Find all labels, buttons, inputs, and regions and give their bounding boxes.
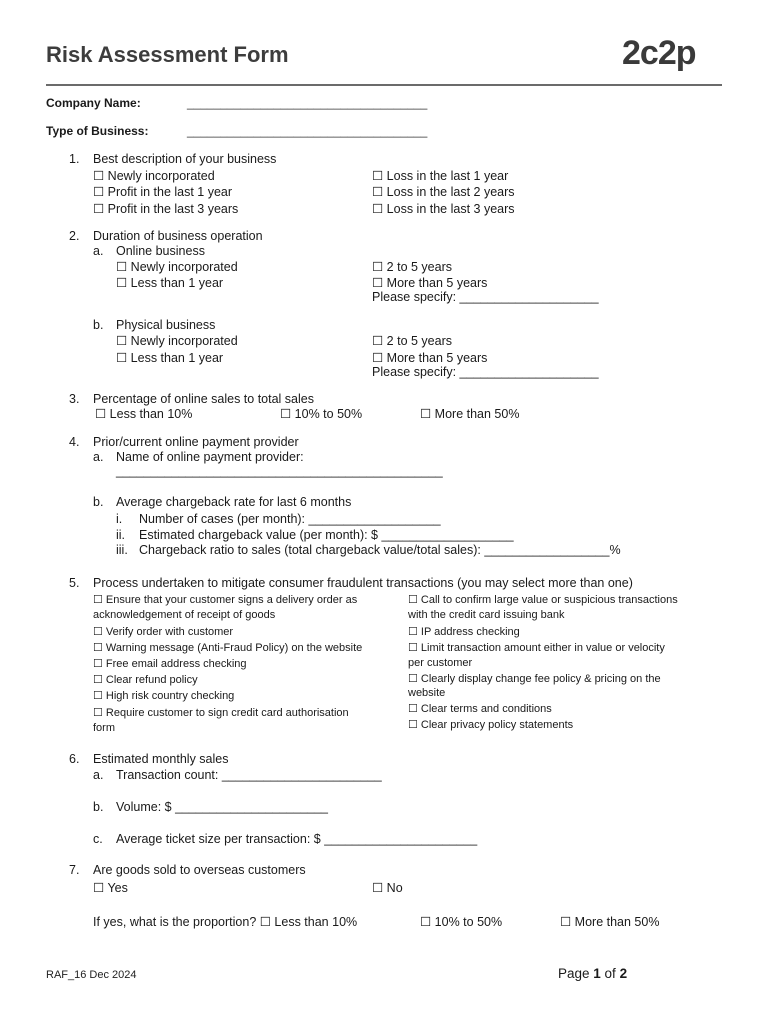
q5-option[interactable]: ☐ Clear privacy policy statements — [408, 719, 574, 731]
q2a-option[interactable]: ☐ 2 to 5 years — [372, 260, 452, 274]
page-of: of — [600, 966, 620, 981]
q5-option-continued: form — [93, 722, 115, 734]
q2-number: 2. — [69, 229, 80, 243]
q7-proportion-option[interactable]: If yes, what is the proportion? ☐ Less than 10% — [93, 915, 358, 929]
q4b-item-field[interactable]: Chargeback ratio to sales (total chargeback value/total sales): __________________% — [139, 543, 621, 557]
q7-proportion-option[interactable]: ☐ 10% to 50% — [420, 915, 503, 929]
q1-number: 1. — [69, 152, 80, 166]
q4-question: Prior/current online payment provider — [93, 435, 299, 449]
q4a-label: a. — [93, 450, 104, 464]
q6-number: 6. — [69, 752, 80, 766]
q5-option[interactable]: ☐ Verify order with customer — [93, 626, 234, 638]
q5-option-continued: with the credit card issuing bank — [408, 609, 565, 621]
header-divider — [46, 84, 722, 86]
q6-question: Estimated monthly sales — [93, 752, 229, 766]
page-prefix: Page — [558, 966, 594, 981]
business-type-label: Type of Business: — [46, 124, 149, 138]
q5-option[interactable]: ☐ Clear refund policy — [93, 674, 198, 686]
q4b-item-field[interactable]: Number of cases (per month): ___________________ — [139, 512, 441, 526]
q6a-transaction-count-field[interactable]: Transaction count: _______________________ — [116, 768, 382, 782]
q2b-option[interactable]: ☐ Less than 1 year — [116, 351, 224, 365]
q5-option[interactable]: ☐ Clearly display change fee policy & pricing on the — [408, 673, 661, 685]
brand-logo — [620, 34, 730, 74]
q4-number: 4. — [69, 435, 80, 449]
q3-option[interactable]: ☐ 10% to 50% — [280, 407, 363, 421]
q4b-label: b. — [93, 495, 104, 509]
q6a-label: a. — [93, 768, 104, 782]
q4b-item-field[interactable]: Estimated chargeback value (per month): $ ___________________ — [139, 528, 514, 542]
page-title: Risk Assessment Form — [46, 42, 289, 67]
q5-option[interactable]: ☐ Limit transaction amount either in value or velocity — [408, 642, 665, 654]
q5-option-continued: acknowledgement of receipt of goods — [93, 609, 276, 621]
logo-text: 2c2p — [622, 34, 696, 72]
q7-number: 7. — [69, 863, 80, 877]
q5-option[interactable]: ☐ High risk country checking — [93, 690, 235, 702]
q1-option[interactable]: ☐ Loss in the last 2 years — [372, 185, 515, 199]
q5-option[interactable]: ☐ Warning message (Anti-Fraud Policy) on the website — [93, 642, 363, 654]
q5-option[interactable]: ☐ Ensure that your customer signs a delivery order as — [93, 594, 358, 606]
q2-question: Duration of business operation — [93, 229, 263, 243]
q1-question: Best description of your business — [93, 152, 277, 166]
q3-question: Percentage of online sales to total sales — [93, 392, 314, 406]
q7-no-option[interactable]: ☐ No — [372, 881, 403, 895]
q5-option[interactable]: ☐ Free email address checking — [93, 658, 247, 670]
q4b-text: Average chargeback rate for last 6 months — [116, 495, 352, 509]
q1-option[interactable]: ☐ Loss in the last 1 year — [372, 169, 509, 183]
q4b-item-number: iii. — [116, 543, 128, 557]
q1-option[interactable]: ☐ Profit in the last 1 year — [93, 185, 233, 199]
q5-option[interactable]: ☐ Call to confirm large value or suspicious transactions — [408, 594, 678, 606]
company-name-label: Company Name: — [46, 96, 141, 110]
q3-option[interactable]: ☐ Less than 10% — [95, 407, 193, 421]
q7-proportion-option[interactable]: ☐ More than 50% — [560, 915, 660, 929]
q2a-option[interactable]: ☐ More than 5 years — [372, 276, 488, 290]
q2b-option[interactable]: ☐ More than 5 years — [372, 351, 488, 365]
q5-option-continued: website — [408, 687, 446, 699]
q2a-label: a. — [93, 244, 104, 258]
company-name-field[interactable]: ____________________________________ — [187, 96, 428, 110]
q2a-text: Online business — [116, 244, 205, 258]
q2b-text: Physical business — [116, 318, 216, 332]
q6c-ticket-size-field[interactable]: Average ticket size per transaction: $ ______________________ — [116, 832, 478, 846]
q2a-specify-field[interactable]: Please specify: ____________________ — [372, 290, 599, 304]
q2b-option[interactable]: ☐ 2 to 5 years — [372, 334, 452, 348]
page-number: 1 — [593, 966, 601, 981]
q7-question: Are goods sold to overseas customers — [93, 863, 306, 877]
q5-option-continued: per customer — [408, 657, 473, 669]
q1-option[interactable]: ☐ Newly incorporated — [93, 169, 215, 183]
q7-yes-option[interactable]: ☐ Yes — [93, 881, 128, 895]
q5-option[interactable]: ☐ Require customer to sign credit card authorisation — [93, 707, 349, 719]
q2a-option[interactable]: ☐ Newly incorporated — [116, 260, 238, 274]
page-total: 2 — [619, 966, 628, 981]
q2b-option[interactable]: ☐ Newly incorporated — [116, 334, 238, 348]
q2b-label: b. — [93, 318, 104, 332]
q1-option[interactable]: ☐ Loss in the last 3 years — [372, 202, 515, 216]
q4b-item-number: i. — [116, 512, 123, 526]
q4b-item-number: ii. — [116, 528, 126, 542]
q5-option[interactable]: ☐ Clear terms and conditions — [408, 703, 552, 715]
q3-number: 3. — [69, 392, 80, 406]
q2a-option[interactable]: ☐ Less than 1 year — [116, 276, 224, 290]
q6b-volume-field[interactable]: Volume: $ ______________________ — [116, 800, 329, 814]
q5-question: Process undertaken to mitigate consumer fraudulent transactions (you may select more than one) — [93, 576, 633, 590]
business-type-field[interactable]: ____________________________________ — [187, 124, 428, 138]
q6c-label: c. — [93, 832, 103, 846]
q1-option[interactable]: ☐ Profit in the last 3 years — [93, 202, 239, 216]
q2b-specify-field[interactable]: Please specify: ____________________ — [372, 365, 599, 379]
q5-option[interactable]: ☐ IP address checking — [408, 626, 520, 638]
page-indicator — [558, 966, 627, 981]
q5-number: 5. — [69, 576, 80, 590]
q6b-label: b. — [93, 800, 104, 814]
q4a-text: Name of online payment provider: — [116, 450, 304, 464]
q3-option[interactable]: ☐ More than 50% — [420, 407, 520, 421]
form-reference: RAF_16 Dec 2024 — [46, 969, 137, 981]
q4a-provider-field[interactable]: _______________________________________________ — [116, 464, 443, 478]
